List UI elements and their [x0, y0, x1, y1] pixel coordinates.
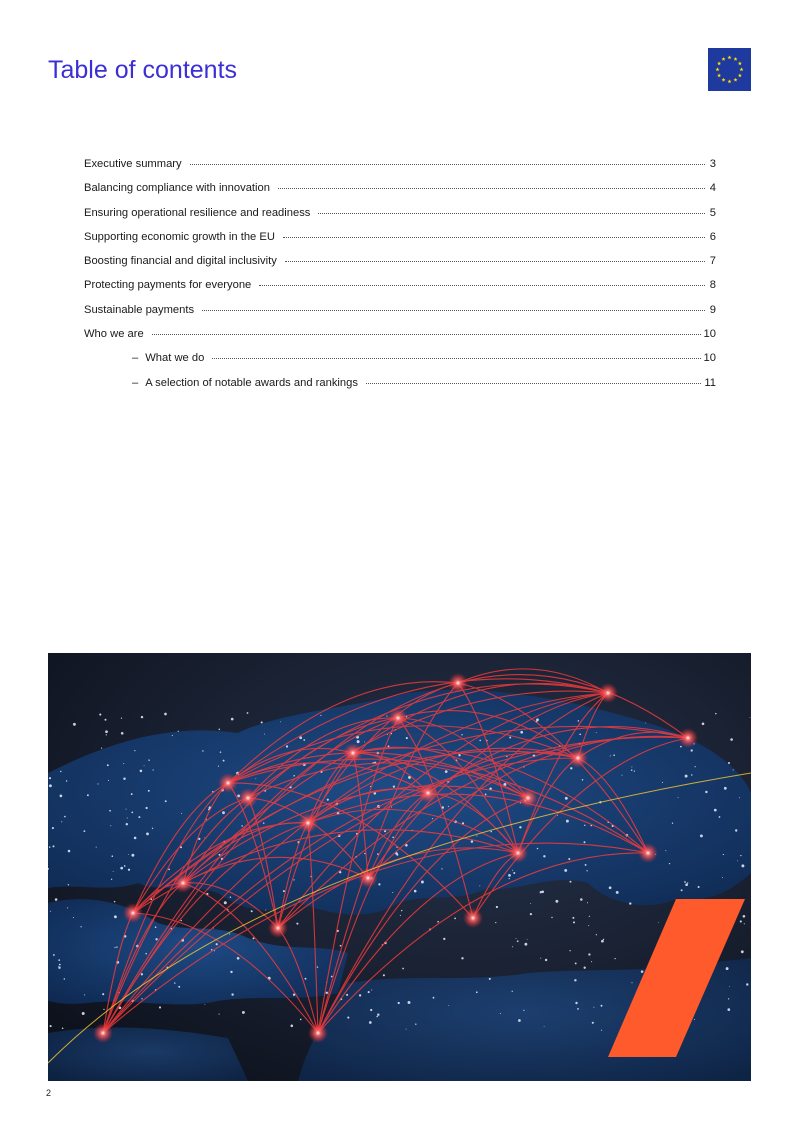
page-number: 2 — [46, 1088, 52, 1098]
toc-entry-label: Executive summary — [84, 158, 182, 170]
toc-entry-page: 5 — [709, 206, 716, 219]
dash-icon: – — [132, 376, 139, 389]
toc-entry-who-we-are[interactable] — [84, 328, 716, 352]
toc-entry-page: 10 — [703, 352, 716, 365]
dot-leader — [278, 188, 705, 189]
network-hub — [678, 728, 698, 748]
dot-leader — [152, 334, 701, 335]
toc-entry-page: 6 — [709, 230, 716, 243]
toc-entry-operational-resilience[interactable] — [84, 207, 716, 231]
toc-entry-label: Protecting payments for everyone — [84, 279, 252, 292]
network-hub — [638, 843, 658, 863]
toc-entry-protecting-payments[interactable] — [84, 279, 716, 303]
dot-leader — [366, 383, 701, 384]
toc-entry-balancing-compliance[interactable] — [84, 182, 716, 206]
network-hub — [93, 1023, 113, 1043]
network-hub — [218, 773, 238, 793]
toc-entry-page: 4 — [709, 182, 716, 195]
network-hub — [268, 918, 288, 938]
toc-entry-label: A selection of notable awards and rankings — [145, 376, 358, 389]
toc-entry-page: 7 — [709, 255, 716, 268]
toc-entry-page: 8 — [709, 279, 716, 292]
toc-entry-page: 9 — [709, 303, 716, 316]
network-hub — [173, 873, 193, 893]
page-title: Table of contents — [48, 56, 238, 84]
eu-flag-icon — [708, 48, 751, 91]
toc-entry-label: Sustainable payments — [84, 303, 195, 316]
network-hub — [598, 683, 618, 703]
network-hub — [238, 788, 258, 808]
toc-entry-inclusivity[interactable] — [84, 255, 716, 279]
dot-leader — [283, 237, 705, 238]
toc-subentry-what-we-do[interactable] — [84, 352, 716, 376]
network-hub — [308, 1023, 328, 1043]
toc-entry-page: 10 — [703, 328, 716, 341]
network-hub — [418, 783, 438, 803]
network-map-image — [48, 653, 751, 1081]
network-hub — [123, 903, 143, 923]
toc-entry-page: 11 — [704, 376, 716, 389]
network-hub — [463, 908, 483, 928]
toc-entry-label: Balancing compliance with innovation — [84, 182, 270, 195]
dot-leader — [259, 285, 705, 286]
dot-leader — [212, 358, 700, 359]
dot-leader — [285, 261, 705, 262]
toc-subentry-awards[interactable] — [84, 377, 716, 401]
network-hub — [508, 843, 528, 863]
toc-entry-economic-growth[interactable] — [84, 231, 716, 255]
toc-entry-sustainable-payments[interactable] — [84, 304, 716, 328]
toc-entry-executive-summary[interactable] — [84, 158, 716, 182]
dot-leader — [202, 310, 705, 311]
dot-leader — [318, 213, 705, 214]
toc-entry-label: Supporting economic growth in the EU — [84, 230, 275, 243]
network-hub — [448, 673, 468, 693]
dash-icon: – — [132, 352, 139, 365]
toc-entry-page: 3 — [709, 158, 716, 170]
network-hub — [343, 743, 363, 763]
network-hub — [388, 708, 408, 728]
toc-entry-label: What we do — [145, 352, 205, 365]
dot-leader — [190, 164, 705, 165]
toc-entry-label: Ensuring operational resilience and readiness — [84, 206, 311, 219]
toc-entry-label: Boosting financial and digital inclusivity — [84, 255, 277, 268]
network-hub — [568, 748, 588, 768]
network-hub — [518, 788, 538, 808]
network-hub — [298, 813, 318, 833]
table-of-contents — [84, 158, 716, 401]
toc-entry-label: Who we are — [84, 328, 144, 341]
